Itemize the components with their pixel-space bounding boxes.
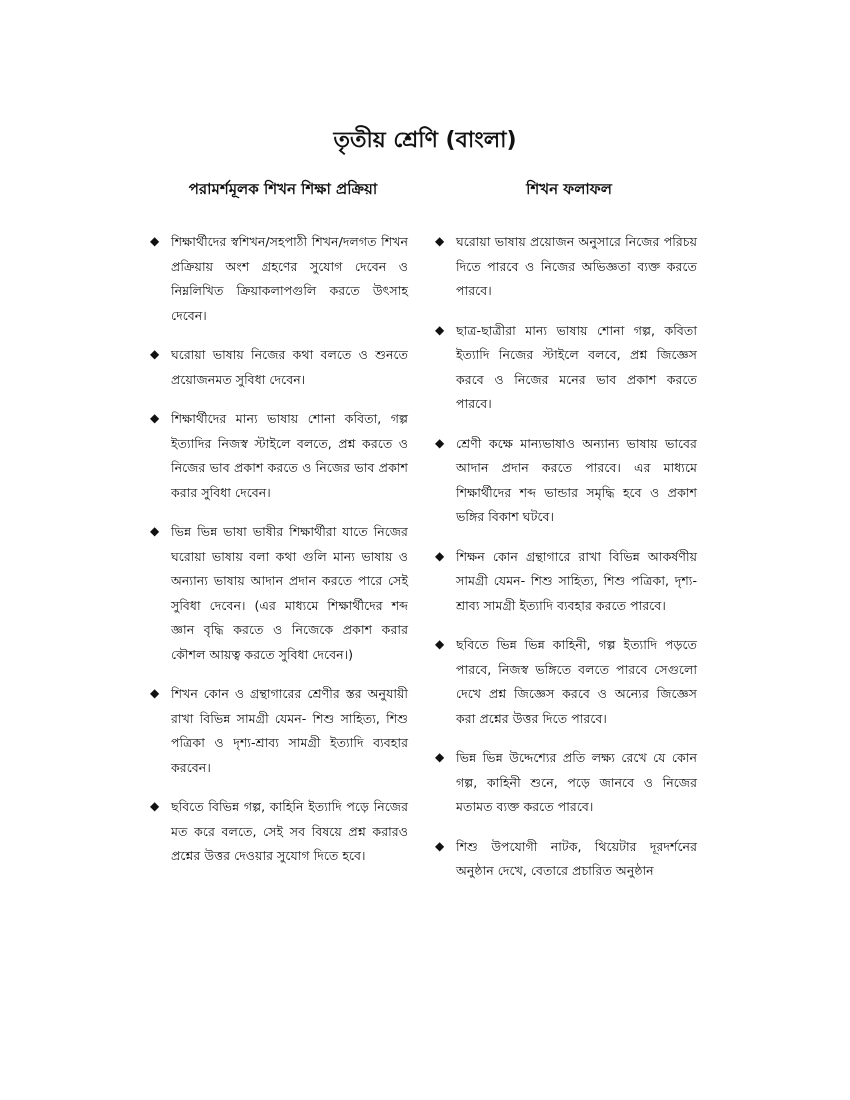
list-item-text: শিশু উপযোগী নাটক, থিয়েটার দূরদর্শনের অনুষ্ঠান দেখে, বেতারে প্রচারিত অনুষ্ঠান bbox=[456, 838, 697, 878]
list-item-text: ভিন্ন ভিন্ন উদ্দেশ্যের প্রতি লক্ষ্য রেখে যে কোন গল্প, কাহিনী শুনে, পড়ে জানবে ও নিজের মতামত ব্যক্ত করতে পারবে। bbox=[456, 750, 697, 814]
list-item-text: ঘরোয়া ভাষায় প্রয়োজন অনুসারে নিজের পরিচয় দিতে পারবে ও নিজের অভিজ্ঞতা ব্যক্ত করতে পারবে। bbox=[456, 234, 697, 298]
left-column bbox=[150, 178, 408, 884]
diamond-bullet-icon: ◆ bbox=[435, 234, 445, 248]
list-item-text: ঘরোয়া ভাষায় নিজের কথা বলতে ও শুনতে প্রয়োজনমত সুবিধা দেবেন। bbox=[171, 347, 408, 387]
list-item bbox=[150, 343, 408, 392]
list-item bbox=[435, 230, 697, 304]
list-item bbox=[435, 319, 697, 417]
list-item bbox=[435, 835, 697, 884]
diamond-bullet-icon: ◆ bbox=[435, 548, 445, 563]
diamond-bullet-icon: ◆ bbox=[150, 799, 160, 813]
list-item-text: শিক্ষার্থীদের স্বশিখন/সহপাঠী শিখন/দলগত শিখন প্রক্রিয়ায় অংশ গ্রহণের সুযোগ দেবেন ও নিম্নলিখিত ক্রিয়াকলাপগুলি করতে উৎসাহ দেবেন। bbox=[171, 234, 408, 323]
list-item-text: ভিন্ন ভিন্ন ভাষা ভাষীর শিক্ষার্থীরা যাতে নিজের ঘরোয়া ভাষায় বলা কথা গুলি মান্য ভাষায় ও অন্যান্য ভাষায় আদান প্রদান করতে পারে সেই সুবিধা দেবেন। (এর মাধ্যমে শিক্ষার্থীদের শব্দ জ্ঞান বৃদ্ধি করতে ও নিজেকে প্রকাশ করার কৌশল আয়ত্ব করতে সুবিধা দেবেন।) bbox=[171, 524, 408, 662]
list-item bbox=[150, 682, 408, 780]
list-item bbox=[150, 520, 408, 667]
list-item-text: ছবিতে ভিন্ন ভিন্ন কাহিনী, গল্প ইত্যাদি পড়তে পারবে, নিজস্ব ভঙ্গিতে বলতে পারবে সেগুলো দেখে প্রশ্ন জিজ্ঞেস করবে ও অন্যের জিজ্ঞেস করা প্রশ্নের উত্তর দিতে পারবে। bbox=[456, 637, 697, 726]
list-item-text: শ্রেণী কক্ষে মান্যভাষাও অন্যান্য ভাষায় ভাবের আদান প্রদান করতে পারবে। এর মাধ্যমে শিক্ষার্থীদের শব্দ ভান্ডার সমৃদ্ধি হবে ও প্রকাশ ভঙ্গির বিকাশ ঘটবে। bbox=[456, 435, 697, 524]
list-item bbox=[150, 407, 408, 505]
diamond-bullet-icon: ◆ bbox=[435, 322, 445, 337]
diamond-bullet-icon: ◆ bbox=[150, 524, 160, 538]
diamond-bullet-icon: ◆ bbox=[150, 686, 160, 700]
diamond-bullet-icon: ◆ bbox=[435, 750, 445, 764]
list-item bbox=[435, 746, 697, 820]
list-item-text: ছবিতে বিভিন্ন গল্প, কাহিনি ইত্যাদি পড়ে নিজের মত করে বলতে, সেই সব বিষয়ে প্রশ্ন করারও প্রশ্নের উত্তর দেওয়ার সুযোগ দিতে হবে। bbox=[171, 799, 408, 863]
list-item-text: শিক্ষন কোন গ্রন্থাগারে রাখা বিভিন্ন আকর্ষণীয় সামগ্রী যেমন- শিশু সাহিত্য, শিশু পত্রিকা, দৃশ্য-শ্রাব্য সামগ্রী ইত্যাদি ব্যবহার করতে পারবে। bbox=[456, 548, 697, 613]
diamond-bullet-icon: ◆ bbox=[435, 435, 445, 450]
right-column-heading: শিখন ফলাফল bbox=[526, 180, 612, 198]
list-item bbox=[150, 230, 408, 328]
list-item-text: ছাত্র-ছাত্রীরা মান্য ভাষায় শোনা গল্প, কবিতা ইত্যাদি নিজের স্টাইলে বলবে, প্রশ্ন জিজ্ঞেস করবে ও নিজের মনের ভাব প্রকাশ করতে পারবে। bbox=[456, 322, 697, 411]
list-item bbox=[435, 432, 697, 530]
diamond-bullet-icon: ◆ bbox=[435, 838, 445, 853]
list-item bbox=[435, 545, 697, 619]
diamond-bullet-icon: ◆ bbox=[150, 411, 160, 425]
page-title: তৃতীয় শ্রেণি (বাংলা) bbox=[333, 128, 517, 153]
diamond-bullet-icon: ◆ bbox=[150, 347, 160, 361]
list-item bbox=[435, 633, 697, 731]
right-column bbox=[435, 178, 697, 899]
left-column-heading: পরামর্শমূলক শিখন শিক্ষা প্রক্রিয়া bbox=[188, 180, 378, 198]
list-item bbox=[150, 795, 408, 869]
list-item-text: শিখন কোন ও গ্রন্থাগারের শ্রেণীর স্তর অনুযায়ী রাখা বিভিন্ন সামগ্রী যেমন- শিশু সাহিত্য, শিশু পত্রিকা ও দৃশ্য-শ্রাব্য সামগ্রী ইত্যাদি ব্যবহার করবেন। bbox=[171, 686, 408, 775]
list-item-text: শিক্ষার্থীদের মান্য ভাষায় শোনা কবিতা, গল্প ইত্যাদির নিজস্ব স্টাইলে বলতে, প্রশ্ন করতে ও নিজের ভাব প্রকাশ করতে ও নিজের ভাব প্রকাশ করার সুবিধা দেবেন। bbox=[171, 411, 408, 500]
diamond-bullet-icon: ◆ bbox=[150, 234, 160, 248]
diamond-bullet-icon: ◆ bbox=[435, 637, 445, 651]
